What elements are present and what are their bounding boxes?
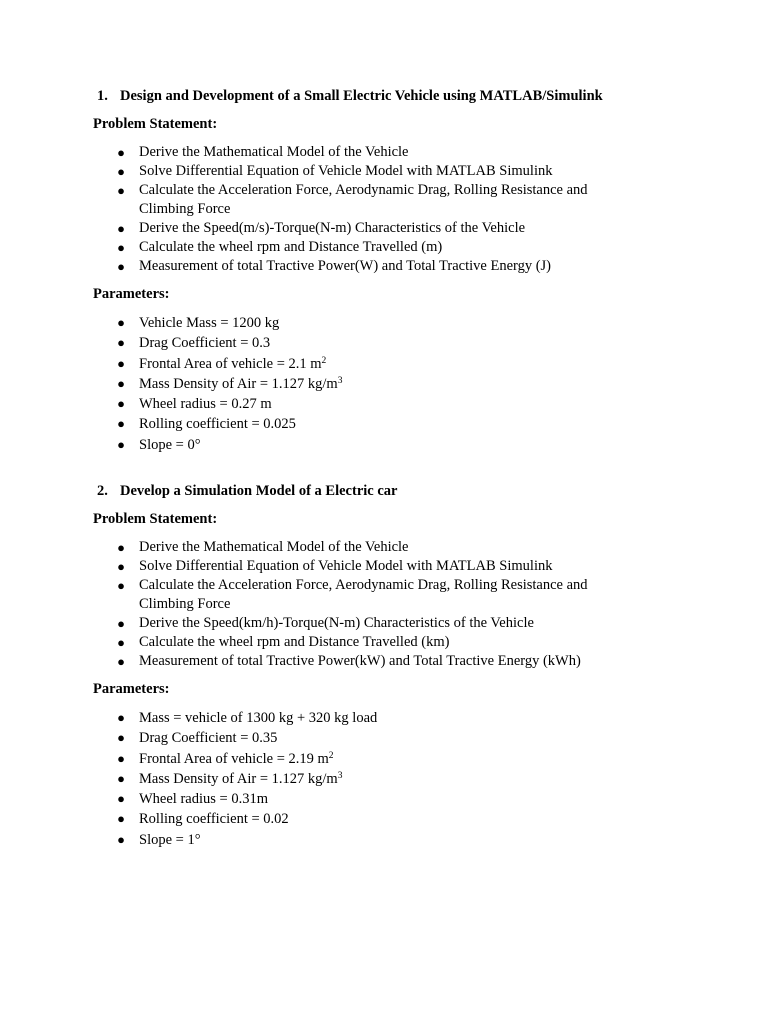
superscript: 3	[337, 375, 343, 386]
parameter-item: ● Slope = 1°	[93, 830, 713, 850]
bullet-icon: ●	[117, 145, 125, 160]
bullet-icon: ●	[117, 436, 125, 452]
bullet-icon: ●	[117, 259, 125, 274]
parameter-item: ● Mass Density of Air = 1.127 $kg/m^3$	[93, 769, 713, 789]
bullet-icon: ●	[117, 221, 125, 236]
parameter-item: ● Wheel radius = 0.31m	[93, 789, 713, 809]
bullet-icon: ●	[117, 375, 125, 391]
section-1	[93, 87, 713, 455]
bullet-icon: ●	[117, 240, 125, 255]
parameters-label: Parameters:	[93, 681, 170, 697]
list-item: ● Measurement of total Tractive Power(kW) and Total Tractive Energy (kWh)	[117, 653, 581, 669]
bullet-icon: ●	[117, 811, 125, 827]
bullet-icon: ●	[117, 654, 125, 669]
bullet-icon: ●	[117, 750, 125, 766]
section-2	[93, 482, 713, 850]
section-heading	[93, 87, 713, 106]
bullet-icon: ●	[117, 164, 125, 179]
superscript: 3	[337, 770, 343, 781]
bullet-icon: ●	[117, 416, 125, 432]
bullet-icon: ●	[117, 335, 125, 351]
parameters-list	[93, 708, 713, 850]
parameter-item: ● Mass Density of Air = 1.127 $kg/m^3$	[93, 374, 713, 394]
list-item: ● Derive the Mathematical Model of the Vehicle	[117, 539, 409, 555]
list-item: ● Calculate the Acceleration Force, Aerodynamic Drag, Rolling Resistance and	[117, 577, 588, 593]
bullet-icon: ●	[117, 831, 125, 847]
parameter-item: ● Slope = 0°	[93, 435, 713, 455]
superscript: 2	[321, 355, 327, 366]
parameter-item: ● Drag Coefficient = 0.35	[93, 728, 713, 748]
bullet-icon: ●	[117, 540, 125, 555]
bullet-icon: ●	[117, 183, 125, 198]
list-item: ● Derive the Speed(m/s)-Torque(N-m) Characteristics of the Vehicle	[117, 220, 526, 236]
list-item: ● Calculate the wheel rpm and Distance Travelled (m)	[117, 239, 443, 255]
section-title: Design and Development of a Small Electric Vehicle using MATLAB/Simulink	[120, 88, 603, 104]
problem-statement-label: Problem Statement:	[93, 511, 218, 527]
bullet-icon: ●	[117, 396, 125, 412]
parameter-item: ● Rolling coefficient = 0.025	[93, 414, 713, 434]
bullet-icon: ●	[117, 578, 125, 593]
parameter-item: ● Rolling coefficient = 0.02	[93, 809, 713, 829]
parameter-item: ● Mass = vehicle of 1300 kg + 320 kg load	[93, 708, 713, 728]
parameters-list	[93, 313, 713, 455]
problem-statement-label: Problem Statement:	[93, 116, 218, 132]
bullet-icon: ●	[117, 315, 125, 330]
bullet-icon: ●	[117, 770, 125, 786]
bullet-icon: ●	[117, 559, 125, 574]
section-number: 2.	[97, 483, 108, 499]
superscript: 2	[328, 750, 334, 761]
list-item: ● Calculate the wheel rpm and Distance Travelled (km)	[117, 634, 450, 650]
section-number: 1.	[97, 88, 108, 104]
list-item-continuation: Climbing Force	[139, 201, 231, 217]
list-item: ● Solve Differential Equation of Vehicle Model with MATLAB Simulink	[117, 163, 553, 179]
section-heading	[93, 482, 713, 501]
parameter-item: ● Wheel radius = 0.27 m	[93, 394, 713, 414]
list-item-continuation: Climbing Force	[139, 596, 231, 612]
parameter-item: ● Vehicle Mass = 1200 kg	[93, 313, 713, 333]
bullet-icon: ●	[117, 635, 125, 650]
list-item: ● Solve Differential Equation of Vehicle Model with MATLAB Simulink	[117, 558, 553, 574]
bullet-icon: ●	[117, 616, 125, 631]
problem-statement-list	[93, 143, 713, 276]
section-title: Develop a Simulation Model of a Electric car	[120, 483, 398, 499]
parameters-label: Parameters:	[93, 286, 170, 302]
bullet-icon: ●	[117, 730, 125, 746]
parameter-item: ● Frontal Area of vehicle = 2.19 $m^2$	[93, 749, 713, 769]
parameter-item: ● Drag Coefficient = 0.3	[93, 333, 713, 353]
parameter-item: ● Frontal Area of vehicle = 2.1 $m^2$	[93, 354, 713, 374]
list-item: ● Measurement of total Tractive Power(W) and Total Tractive Energy (J)	[117, 258, 552, 274]
list-item: ● Derive the Speed(km/h)-Torque(N-m) Characteristics of the Vehicle	[117, 615, 534, 631]
bullet-icon: ●	[117, 710, 125, 725]
bullet-icon: ●	[117, 791, 125, 807]
list-item: ● Derive the Mathematical Model of the Vehicle	[117, 144, 409, 160]
bullet-icon: ●	[117, 355, 125, 371]
problem-statement-list	[93, 538, 713, 671]
list-item: ● Calculate the Acceleration Force, Aerodynamic Drag, Rolling Resistance and	[117, 182, 588, 198]
